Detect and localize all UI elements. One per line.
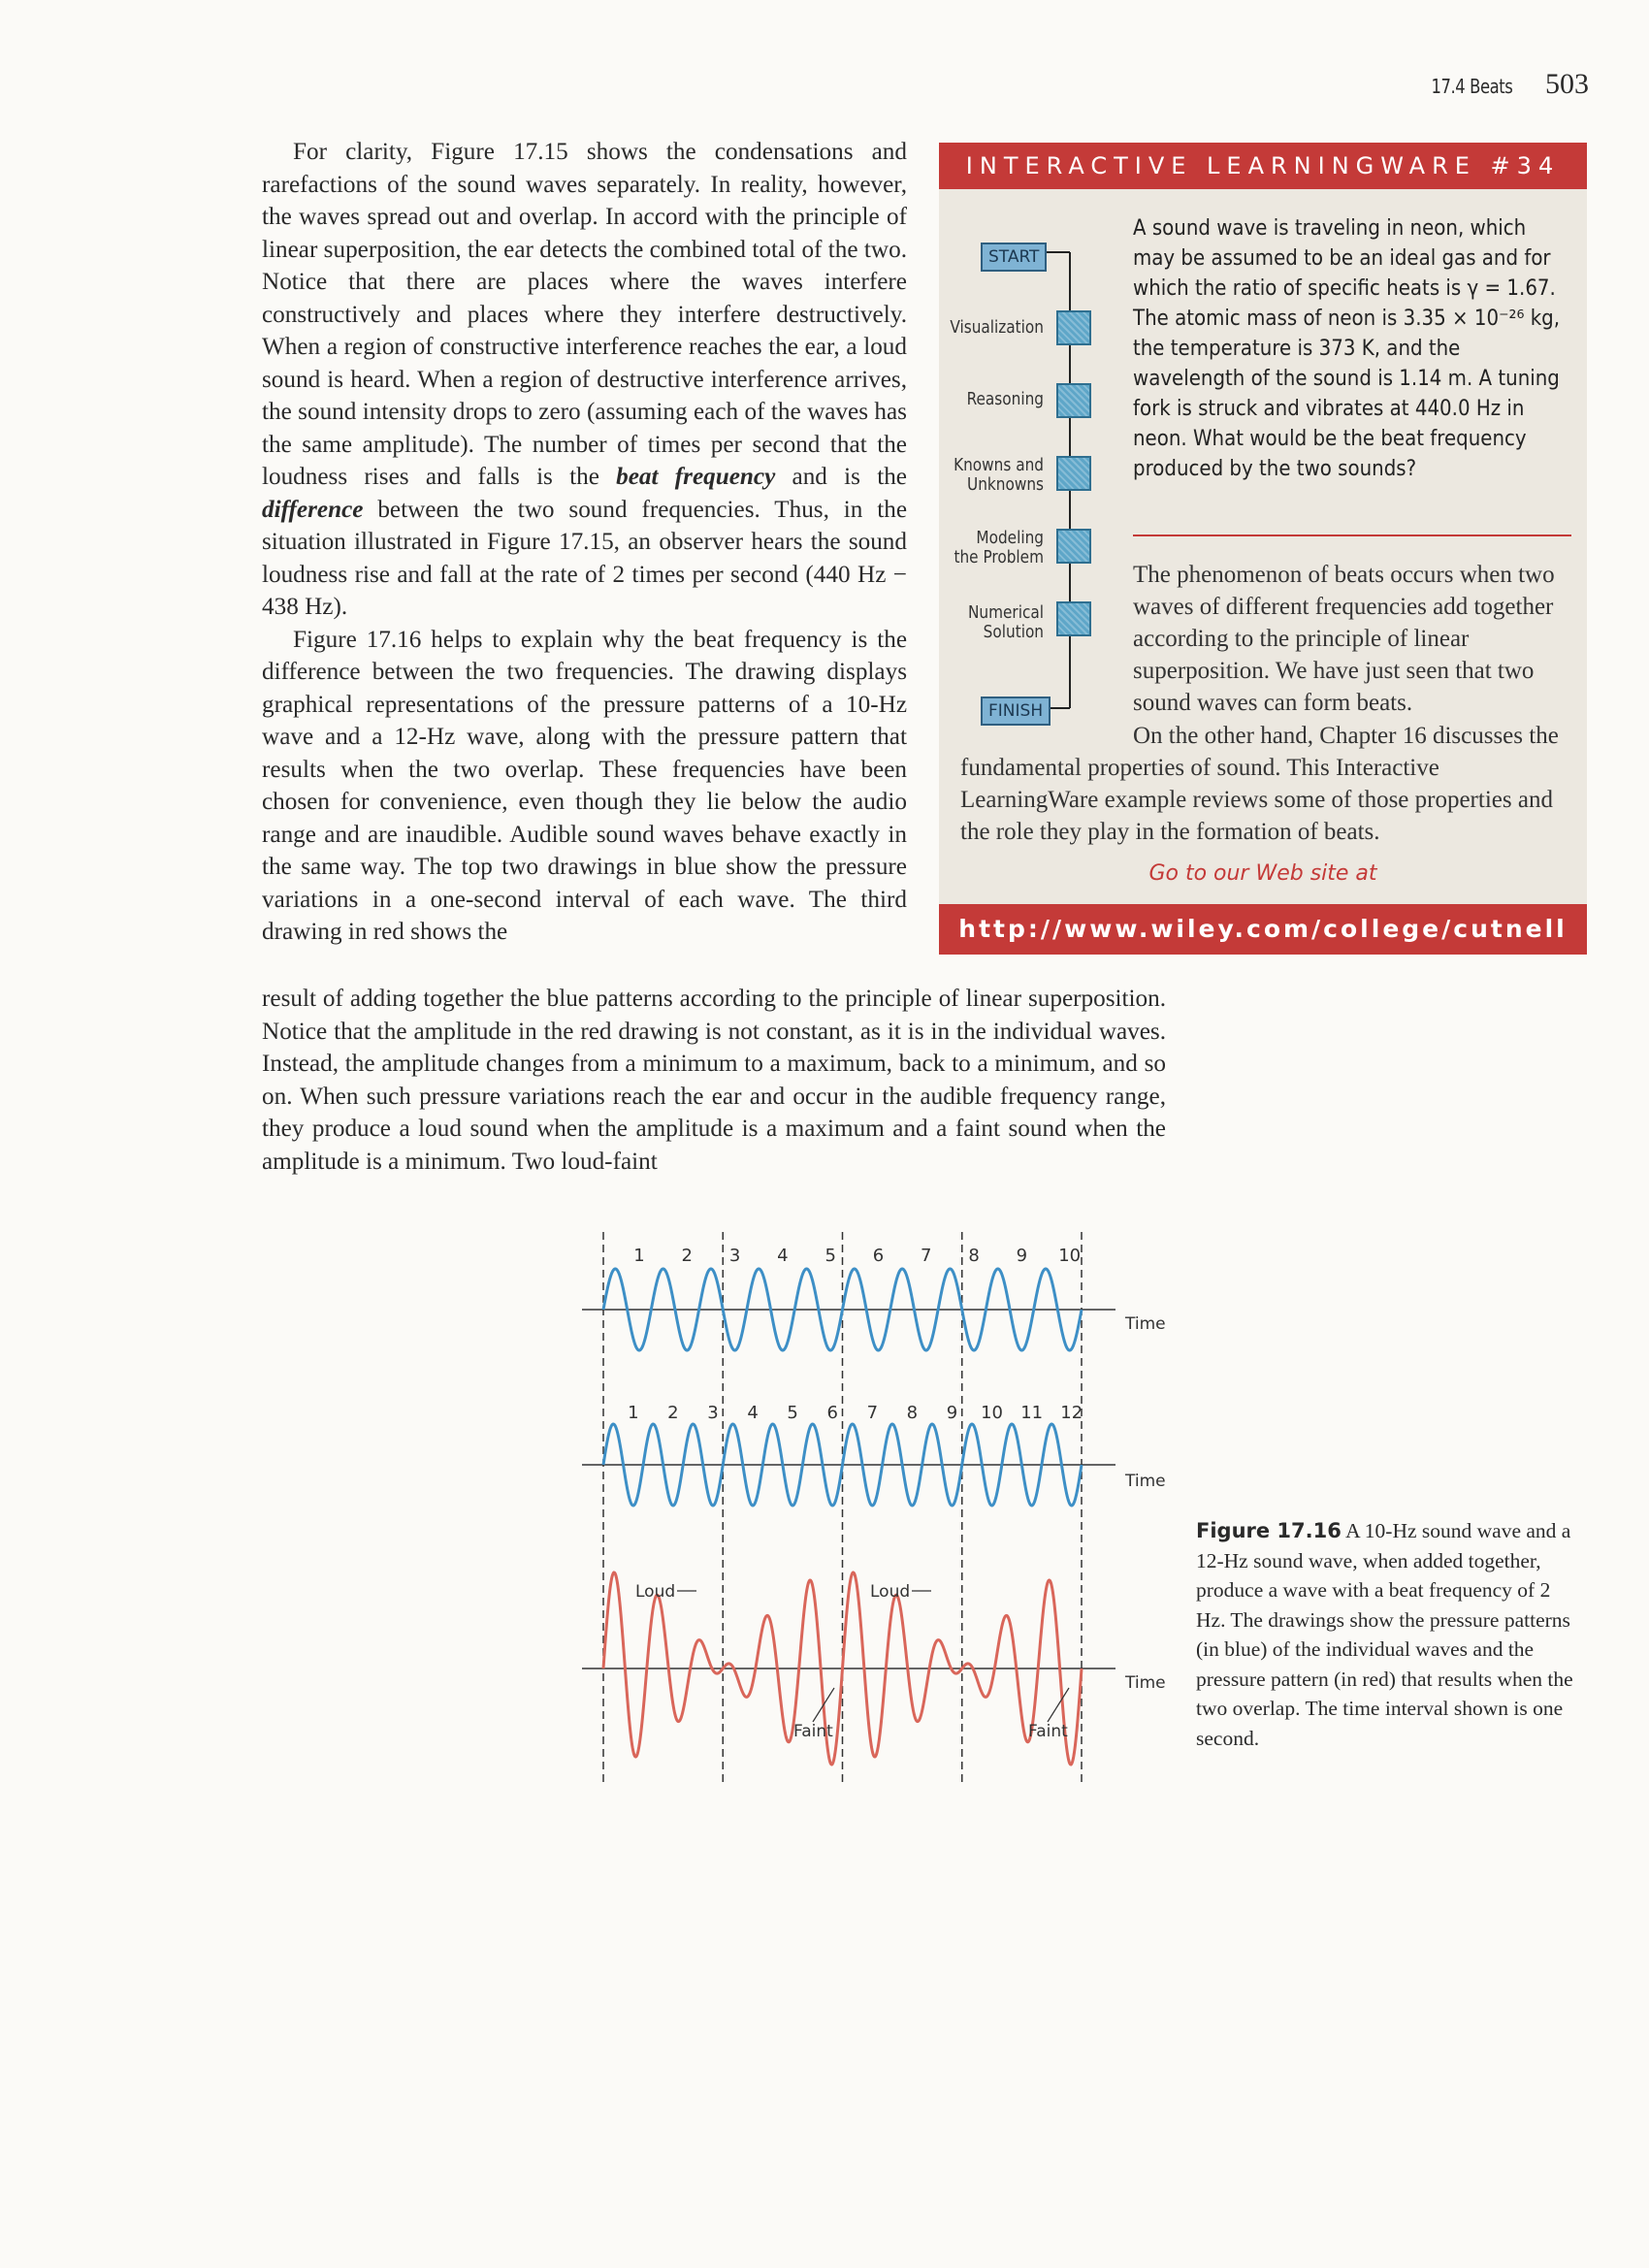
learningware-divider	[1133, 535, 1571, 536]
section-title: 17.4 Beats	[1431, 75, 1512, 98]
wave-10hz-cycle-label-2: 2	[681, 1246, 694, 1266]
paragraph-1	[262, 136, 907, 624]
flow-label-modeling: Modeling the Problem	[954, 528, 1044, 567]
wave-12hz-cycle-label-11: 11	[1020, 1403, 1044, 1423]
body-text-left-column	[262, 136, 907, 949]
learningware-header: INTERACTIVE LEARNINGWARE #34	[939, 143, 1587, 189]
wave-10hz-cycle-label-4: 4	[777, 1246, 789, 1266]
figure-17-16	[543, 1232, 1166, 1795]
figure-caption-label: Figure 17.16	[1196, 1519, 1342, 1542]
wave-12hz-cycle-label-6: 6	[826, 1403, 838, 1423]
wave-12hz-cycle-label-7: 7	[866, 1403, 879, 1423]
wave-12hz-cycle-label-12: 12	[1060, 1403, 1083, 1423]
wave-12hz-cycle-label-10: 10	[981, 1403, 1004, 1423]
running-head	[1413, 68, 1589, 101]
flow-label-numerical: Numerical Solution	[967, 602, 1044, 642]
wave-12hz-cycle-label-8: 8	[906, 1403, 919, 1423]
wave-10hz-cycle-label-9: 9	[1016, 1246, 1028, 1266]
flow-label-knowns: Knowns and Unknowns	[954, 455, 1044, 495]
wave-12hz-cycle-label-9: 9	[946, 1403, 958, 1423]
flow-finish-button[interactable]: FINISH	[981, 697, 1051, 726]
faint-label-1-text: Faint	[793, 1722, 833, 1741]
wave-10hz-cycle-label-3: 3	[728, 1246, 741, 1266]
flow-step-visualization[interactable]	[1056, 310, 1091, 345]
figure-caption	[1196, 1516, 1584, 1753]
wave-10hz-cycle-label-1: 1	[633, 1246, 645, 1266]
wave-10hz-time-label: Time	[1125, 1314, 1166, 1334]
wave-10hz-cycle-label-8: 8	[968, 1246, 980, 1266]
paragraph-2: Figure 17.16 helps to explain why the beat frequency is the difference between the two frequencies. The drawing displays graphical representations of the pressure patterns of a 10-Hz wave and a 12-Hz wave, along with the pressure pattern that results when the two overlap. These frequencies have been chosen for convenience, even though they lie below the audio range and are inaudible. Audible sound waves behave exactly in the same way. The top two drawings in blue show the pressure variations in a one-second interval of each wave. The third drawing in red shows the	[262, 626, 907, 945]
faint-label-2-pointer	[1048, 1688, 1069, 1722]
learningware-description-1: The phenomenon of beats occurs when two waves of different frequencies add together according to the principle of linear superposition. We have just seen that two sound waves can form beats.	[1133, 562, 1555, 716]
paragraph-1-part-b: and is the	[775, 464, 907, 490]
figure-caption-text: A 10-Hz sound wave and a 12-Hz sound wave, when added together, produce a wave with a beat frequency of 2 Hz. The drawings show the pressure patterns (in blue) of the individual waves and the pressure pattern (in red) that results when the two overlap. The time interval shown is one second.	[1196, 1519, 1573, 1750]
paragraph-1-part-a: For clarity, Figure 17.15 shows the condensations and rarefactions of the sound waves separately. In reality, however, the waves spread out and overlap. In accord with the principle of linear superposition, the ear detects the combined total of the two. Notice that there are places where the waves interfere constructively and places where they interfere destructively. When a region of constructive interference reaches the ear, a loud sound is heard. When a region of destructive interference arrives, the sound intensity drops to zero (assuming each of the waves has the same amplitude). The number of times per second that the loudness rises and falls is the	[262, 139, 907, 490]
learningware-goto: Go to our Web site at	[1148, 861, 1377, 886]
flow-label-visualization: Visualization	[950, 317, 1044, 338]
learningware-problem: A sound wave is traveling in neon, which may be assumed to be an ideal gas and for which the ratio of specific heats is γ = 1.67. The atomic mass of neon is 3.35 × 10⁻²⁶ kg, the temperature is 373 K, and the wavelength of the sound is 1.14 m. A tuning fork is struck and vibrates at 440.0 Hz in neon. What would be the beat frequency produced by the two sounds?	[1133, 216, 1561, 481]
keyword-difference: difference	[262, 496, 364, 523]
wave-12hz-time-label: Time	[1125, 1472, 1166, 1491]
wave-10hz-cycle-label-6: 6	[872, 1246, 885, 1266]
wave-sum	[582, 1572, 1166, 1765]
wave-12hz-cycle-label-2: 2	[667, 1403, 679, 1423]
wave-12hz-cycle-label-4: 4	[747, 1403, 759, 1423]
wave-12hz-cycle-label-3: 3	[707, 1403, 719, 1423]
flow-step-modeling[interactable]	[1056, 529, 1091, 564]
wave-12hz-cycle-label-1: 1	[628, 1403, 639, 1423]
flow-start-button[interactable]: START	[981, 243, 1047, 272]
wave-10hz-cycle-label-5: 5	[824, 1246, 836, 1266]
wave-sum-time-label: Time	[1125, 1673, 1166, 1693]
page-number: 503	[1545, 68, 1589, 100]
flow-step-numerical[interactable]	[1056, 601, 1091, 636]
wave-10hz	[582, 1246, 1166, 1350]
paragraph-2-continued: result of adding together the blue patterns according to the principle of linear superposition. Notice that the amplitude in the red drawing is not constant, as it is in the individual waves. Instead, the amplitude changes from a minimum to a maximum, back to a minimum, and so on. When such pressure variations reach the ear and occur in the audible frequency range, they produce a loud sound when the amplitude is a maximum and a faint sound when the amplitude is a minimum. Two loud-faint	[262, 986, 1166, 1175]
learningware-description-2: On the other hand, Chapter 16 discusses the fundamental properties of sound. This Interactive LearningWare example reviews some of those properties and the role they play in the formation of beats.	[960, 723, 1559, 845]
loud-label-2-text: Loud	[870, 1582, 911, 1602]
flow-label-reasoning: Reasoning	[966, 389, 1044, 409]
paragraph-1-part-c: between the two sound frequencies. Thus, in the situation illustrated in Figure 17.15, an observer hears the sound loudness rise and fall at the rate of 2 times per second (440 Hz − 438 Hz).	[262, 496, 907, 620]
learningware-url-link[interactable]: http://www.wiley.com/college/cutnell	[939, 904, 1587, 955]
flow-step-knowns[interactable]	[1056, 456, 1091, 491]
loud-label-1-text: Loud	[635, 1582, 676, 1602]
faint-label-2-text: Faint	[1028, 1722, 1068, 1741]
wave-10hz-cycle-label-7: 7	[921, 1246, 932, 1266]
flow-step-reasoning[interactable]	[1056, 383, 1091, 418]
keyword-beat-frequency: beat frequency	[616, 464, 776, 490]
wave-12hz	[582, 1403, 1166, 1506]
body-text-full-width	[262, 983, 1166, 1178]
wave-10hz-cycle-label-10: 10	[1058, 1246, 1082, 1266]
wave-12hz-cycle-label-5: 5	[787, 1403, 798, 1423]
